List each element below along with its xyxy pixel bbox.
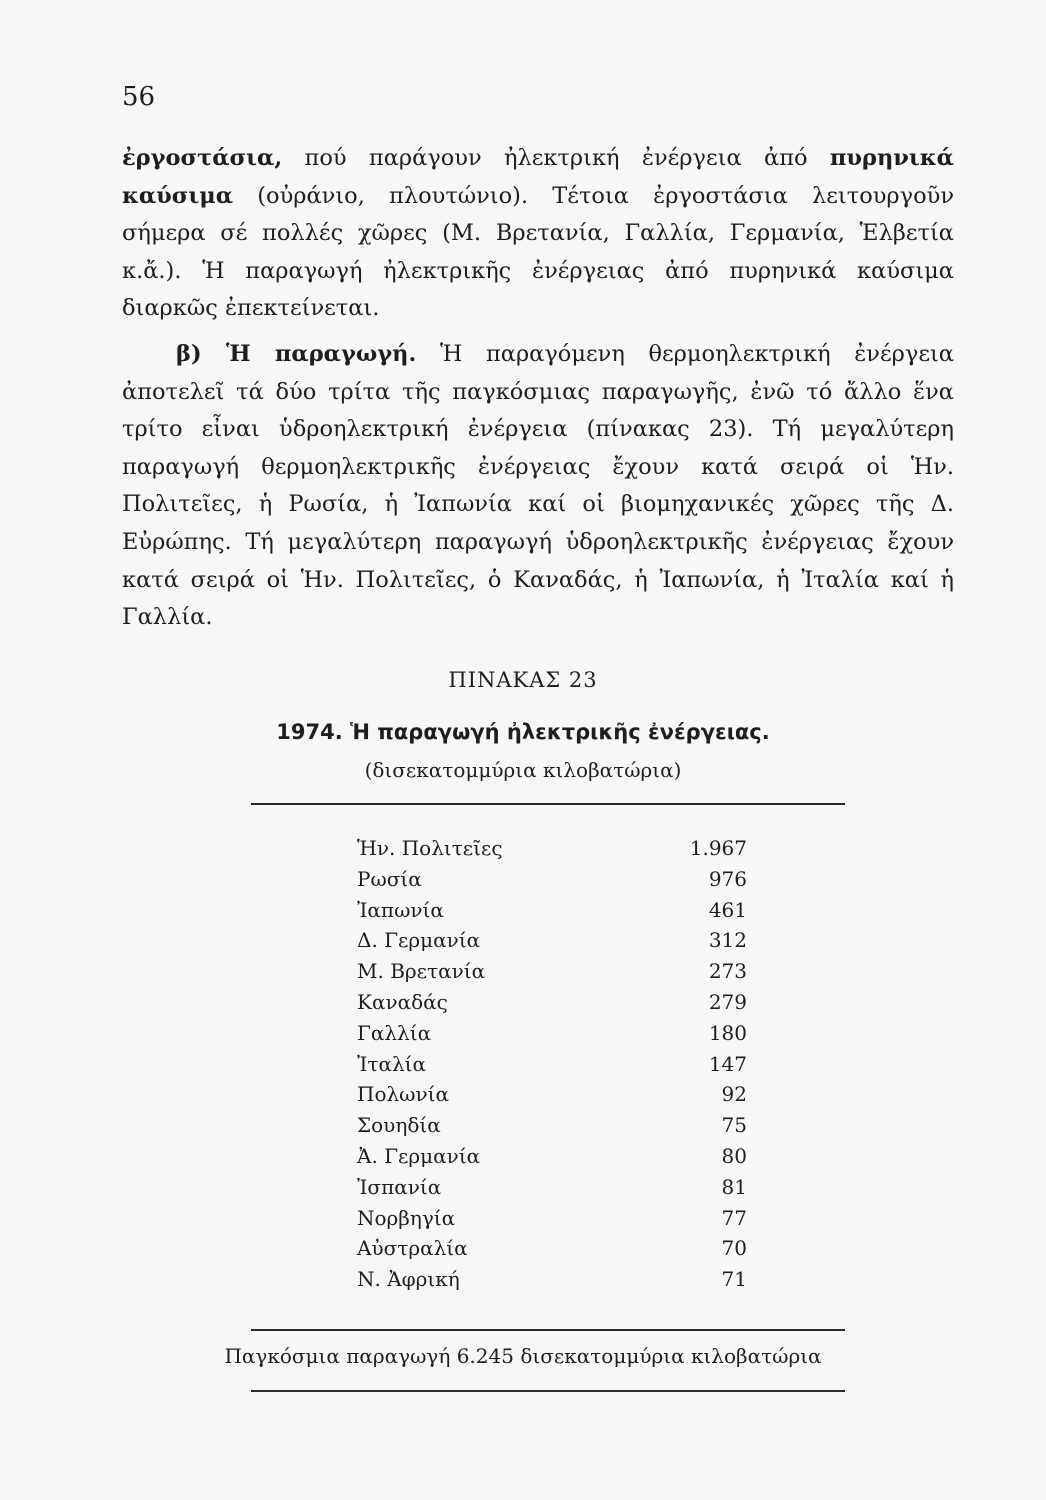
table-row xyxy=(357,1203,747,1234)
paragraph-2-text: Ἡ παραγόμενη θερμοηλεκτρική ἐνέργεια ἀποτελεῖ τά δύο τρίτα τῆς παγκόσμιας παραγωγῆς, ἐνῶ τό ἄλλο ἕνα τρίτο εἶναι ὑδροηλεκτρική ἐνέργεια (πίνακας 23). Τή μεγαλύτερη παραγωγή θερμοηλεκτρικῆς ἐνέργειας ἔχουν κατά σειρά οἱ Ἡν. Πολιτεῖες, ἡ Ρωσία, ἡ Ἰαπωνία καί οἱ βιομηχανικές χῶρες τῆς Δ. Εὐρώπης. Τή μεγαλύτερη παραγωγή ὑδροηλεκτρικῆς ἐνέργειας ἔχουν κατά σειρά οἱ Ἡν. Πολιτεῖες, ὁ Καναδάς, ἡ Ἰαπωνία, ἡ Ἰταλία καί ἡ Γαλλία. xyxy=(122,340,954,631)
country-name: Ἰταλία xyxy=(357,1051,427,1076)
table-row xyxy=(357,864,747,895)
production-value: 273 xyxy=(708,959,747,984)
paragraph-2 xyxy=(122,336,954,637)
production-value: 92 xyxy=(721,1082,747,1107)
country-name: Πολωνία xyxy=(357,1082,449,1107)
paragraph-1-text-a: πού παράγουν ἠλεκτρική ἐνέργεια ἀπό xyxy=(282,145,830,171)
country-name: Μ. Βρετανία xyxy=(357,959,486,984)
production-value: 71 xyxy=(721,1267,747,1292)
table-row xyxy=(357,925,747,956)
country-name: Νορβηγία xyxy=(357,1205,456,1230)
table-row xyxy=(357,1018,747,1049)
paragraph-1-bold-phrase: πυρηνικά καύσιμα xyxy=(122,145,954,209)
footer-rule xyxy=(251,1390,845,1392)
country-name: Γαλλία xyxy=(357,1020,432,1045)
production-value: 180 xyxy=(708,1020,747,1045)
table-footer: Παγκόσμια παραγωγή 6.245 δισεκατομμύρια κιλοβατώρια xyxy=(224,1344,822,1368)
production-value: 312 xyxy=(708,928,747,953)
table-title: 1974. Ἡ παραγωγή ἠλεκτρικῆς ἐνέργειας. xyxy=(276,720,770,744)
paragraph-1-lead: ἐργοστάσια, xyxy=(122,145,283,171)
table-top-rule xyxy=(251,803,845,805)
country-name: Ρωσία xyxy=(357,866,422,891)
table-row xyxy=(357,1141,747,1172)
production-value: 461 xyxy=(708,897,747,922)
production-value: 147 xyxy=(708,1051,747,1076)
table-row xyxy=(357,1110,747,1141)
table-caption: ΠΙΝΑΚΑΣ 23 xyxy=(448,668,598,692)
table-row xyxy=(357,1079,747,1110)
table-units: (δισεκατομμύρια κιλοβατώρια) xyxy=(364,758,682,782)
table-row xyxy=(357,833,747,864)
country-name: Σουηδία xyxy=(357,1113,441,1138)
production-table xyxy=(357,833,747,1295)
page-number: 56 xyxy=(122,82,156,112)
body-text xyxy=(122,140,954,637)
country-name: Καναδάς xyxy=(357,989,448,1014)
table-row xyxy=(357,1049,747,1080)
table-row xyxy=(357,1264,747,1295)
table-row xyxy=(357,1233,747,1264)
production-value: 1.967 xyxy=(689,836,747,860)
country-name: Αὐστραλία xyxy=(357,1236,468,1261)
paragraph-1 xyxy=(122,140,954,328)
production-value: 77 xyxy=(721,1205,747,1230)
country-name: Ἀ. Γερμανία xyxy=(357,1143,481,1168)
country-name: Ἰαπωνία xyxy=(357,897,444,922)
table-row xyxy=(357,987,747,1018)
section-heading: β) Ἡ παραγωγή. xyxy=(176,340,417,367)
production-value: 70 xyxy=(721,1236,747,1261)
production-value: 976 xyxy=(708,866,747,891)
table-row xyxy=(357,1172,747,1203)
country-name: Ἡν. Πολιτεῖες xyxy=(357,836,503,860)
production-value: 80 xyxy=(721,1143,747,1168)
table-row xyxy=(357,895,747,926)
production-value: 81 xyxy=(721,1174,747,1199)
country-name: Ἰσπανία xyxy=(357,1174,442,1199)
country-name: Ν. Ἀφρική xyxy=(357,1267,460,1292)
table-row xyxy=(357,956,747,987)
table-bottom-rule xyxy=(251,1329,845,1331)
country-name: Δ. Γερμανία xyxy=(357,928,481,953)
paragraph-1-text-b: (οὐράνιο, πλουτώνιο). Τέτοια ἐργοστάσια λειτουργοῦν σήμερα σέ πολλές χῶρες (Μ. Βρετανία, Γαλλία, Γερμανία, Ἑλβετία κ.ἄ.). Ἡ παραγωγή ἠλεκτρικῆς ἐνέργειας ἀπό πυρηνικά καύσιμα διαρκῶς ἐπεκτείνεται. xyxy=(122,182,954,322)
production-value: 75 xyxy=(721,1113,747,1138)
production-value: 279 xyxy=(708,989,747,1014)
